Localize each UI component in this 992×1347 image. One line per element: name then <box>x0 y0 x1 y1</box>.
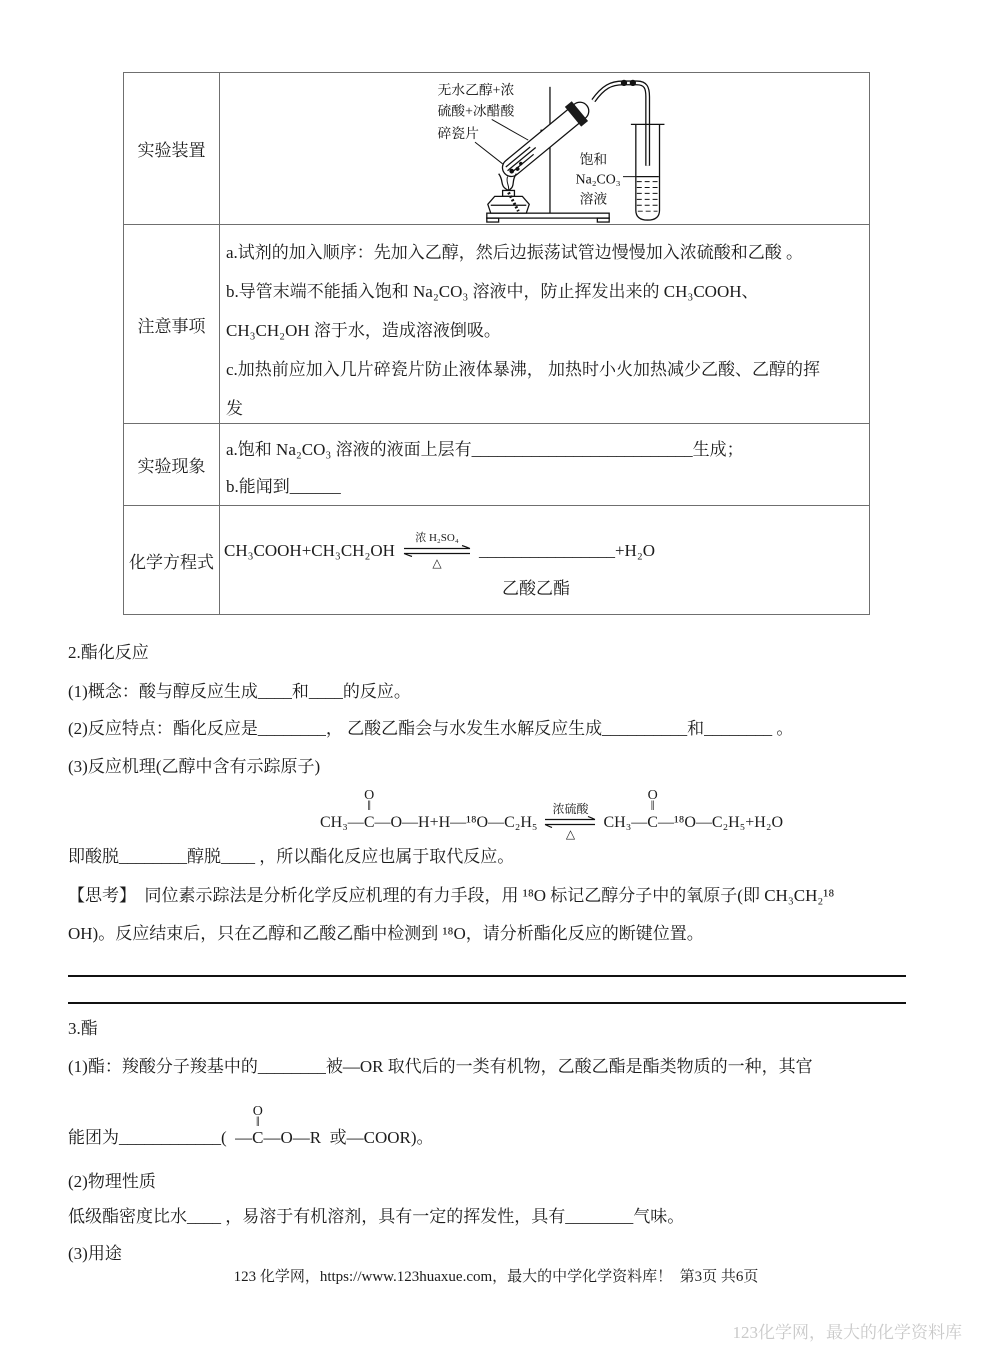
chips-label: 碎瓷片 <box>437 126 479 142</box>
mechanism-equation <box>320 788 783 841</box>
fg-suffix: 或—COOR)。 <box>325 1128 434 1147</box>
condition-bottom: △ <box>432 556 442 570</box>
table-row-phenomena <box>124 424 869 506</box>
carbonyl-carbon: O ‖ C <box>363 788 375 831</box>
row-label-phenomena: 实验现象 <box>124 424 220 505</box>
row-label-notes: 注意事项 <box>124 225 220 423</box>
equation-right: +H₂O <box>614 541 656 560</box>
think-line1: 【思考】 同位素示踪法是分析化学反应机理的有力手段，用 ¹⁸O 标记乙醇分子中的氧原子(即 CH₃CH₂¹⁸ <box>68 886 835 905</box>
section2-title: 2.酯化反应 <box>68 643 149 662</box>
chemical-equation <box>220 506 869 570</box>
mech-pre1: CH₃— <box>320 813 364 831</box>
section2-item1: (1)概念：酸与醇反应生成____和____的反应。 <box>68 682 411 701</box>
section2-item2: (2)反应特点：酯化反应是________， 乙酸乙酯会与水发生水解反应生成__________和________ 。 <box>68 719 794 738</box>
note-line: 发 <box>226 399 243 418</box>
section2-conclusion: 即酸脱________醇脱____ ，所以酯化反应也属于取代反应。 <box>68 847 515 866</box>
section3-item3: (3)用途 <box>68 1244 122 1263</box>
carbonyl-carbon: O ‖ C <box>647 788 658 831</box>
mech-mid: —O—H+H—¹⁸O—C₂H₅ <box>374 813 538 831</box>
equation-cell <box>220 506 869 614</box>
section3-item2: (2)物理性质 <box>68 1172 156 1191</box>
na2co3-label: Na₂CO₃ <box>575 171 621 187</box>
note-line: b.导管末端不能插入饱和 Na₂CO₃ 溶液中，防止挥发出来的 CH₃COOH、 <box>226 282 759 301</box>
table-row-apparatus <box>124 73 869 225</box>
section3-item1: (1)酯：羧酸分子羧基中的________被—OR 取代后的一类有机物，乙酸乙酯是酯类物质的一种，其官 <box>68 1057 813 1076</box>
row-label-apparatus: 实验装置 <box>124 73 220 224</box>
note-line: a.试剂的加入顺序：先加入乙醇，然后边振荡试管边慢慢加入浓硫酸和乙酸 。 <box>226 243 804 262</box>
product-label: 乙酸乙酯 <box>502 579 570 598</box>
reagent-label-line2: 硫酸+冰醋酸 <box>437 103 515 119</box>
condition-bottom: △ <box>565 827 576 841</box>
answer-line <box>68 1002 906 1004</box>
note-line: CH₃CH₂OH 溶于水，造成溶液倒吸。 <box>226 321 501 340</box>
fg-prefix: 能团为____________( <box>68 1128 236 1147</box>
section3-title: 3.酯 <box>68 1019 98 1038</box>
think-line2: OH)。反应结束后，只在乙醇和乙酸乙酯中检测到 ¹⁸O，请分析酯化反应的断键位置。 <box>68 924 704 943</box>
section3-item2b: 低级酯密度比水____ ，易溶于有机溶剂，具有一定的挥发性，具有________气味。 <box>68 1207 685 1226</box>
phenomenon-line: a.饱和 Na₂CO₃ 溶液的液面上层有__________________________生成； <box>226 440 744 459</box>
page-footer: 123 化学网，https://www.123huaxue.com，最大的中学化学资料库！ 第3页 共6页 <box>233 1269 759 1285</box>
notes-cell <box>220 225 869 423</box>
note-line: c.加热前应加入几片碎瓷片防止液体暴沸， 加热时小火加热减少乙酸、乙醇的挥 <box>226 360 821 379</box>
phenomenon-line: b.能闻到______ <box>226 477 341 496</box>
equation-left: CH₃COOH+CH₃CH₂OH <box>224 541 395 560</box>
phenomena-cell <box>220 424 869 505</box>
reagent-label-line1: 无水乙醇+浓 <box>437 82 515 98</box>
table-row-equation <box>124 506 869 614</box>
fg-post: —O—R <box>263 1128 326 1147</box>
row-label-equation: 化学方程式 <box>124 506 220 614</box>
functional-group-line: 能团为____________( — O ‖ C —O—R 或—COOR)。 <box>68 1103 434 1147</box>
saturated-label: 饱和 <box>579 151 608 167</box>
carbonyl-carbon: O ‖ C <box>252 1103 264 1147</box>
watermark: 123化学网，最大的化学资料库 <box>732 1323 962 1342</box>
solution-label: 溶液 <box>579 191 608 207</box>
table-row-notes <box>124 225 869 424</box>
reversible-arrow <box>401 532 473 570</box>
reversible-arrow <box>543 803 597 841</box>
condition-top: 浓 H₂SO₄ <box>415 532 459 544</box>
section2-item3: (3)反应机理(乙醇中含有示踪原子) <box>68 757 321 776</box>
apparatus-cell <box>220 73 869 224</box>
condition-top: 浓硫酸 <box>552 802 589 816</box>
answer-line <box>68 975 906 977</box>
mech-pre2: CH₃— <box>603 813 648 831</box>
equation-blank: ________________ <box>478 541 615 560</box>
mech-post: —¹⁸O—C₂H₅+H₂O <box>657 813 783 831</box>
apparatus-diagram <box>428 75 668 225</box>
experiment-table <box>123 72 870 615</box>
stand-base <box>487 213 609 218</box>
alcohol-lamp <box>488 174 529 213</box>
